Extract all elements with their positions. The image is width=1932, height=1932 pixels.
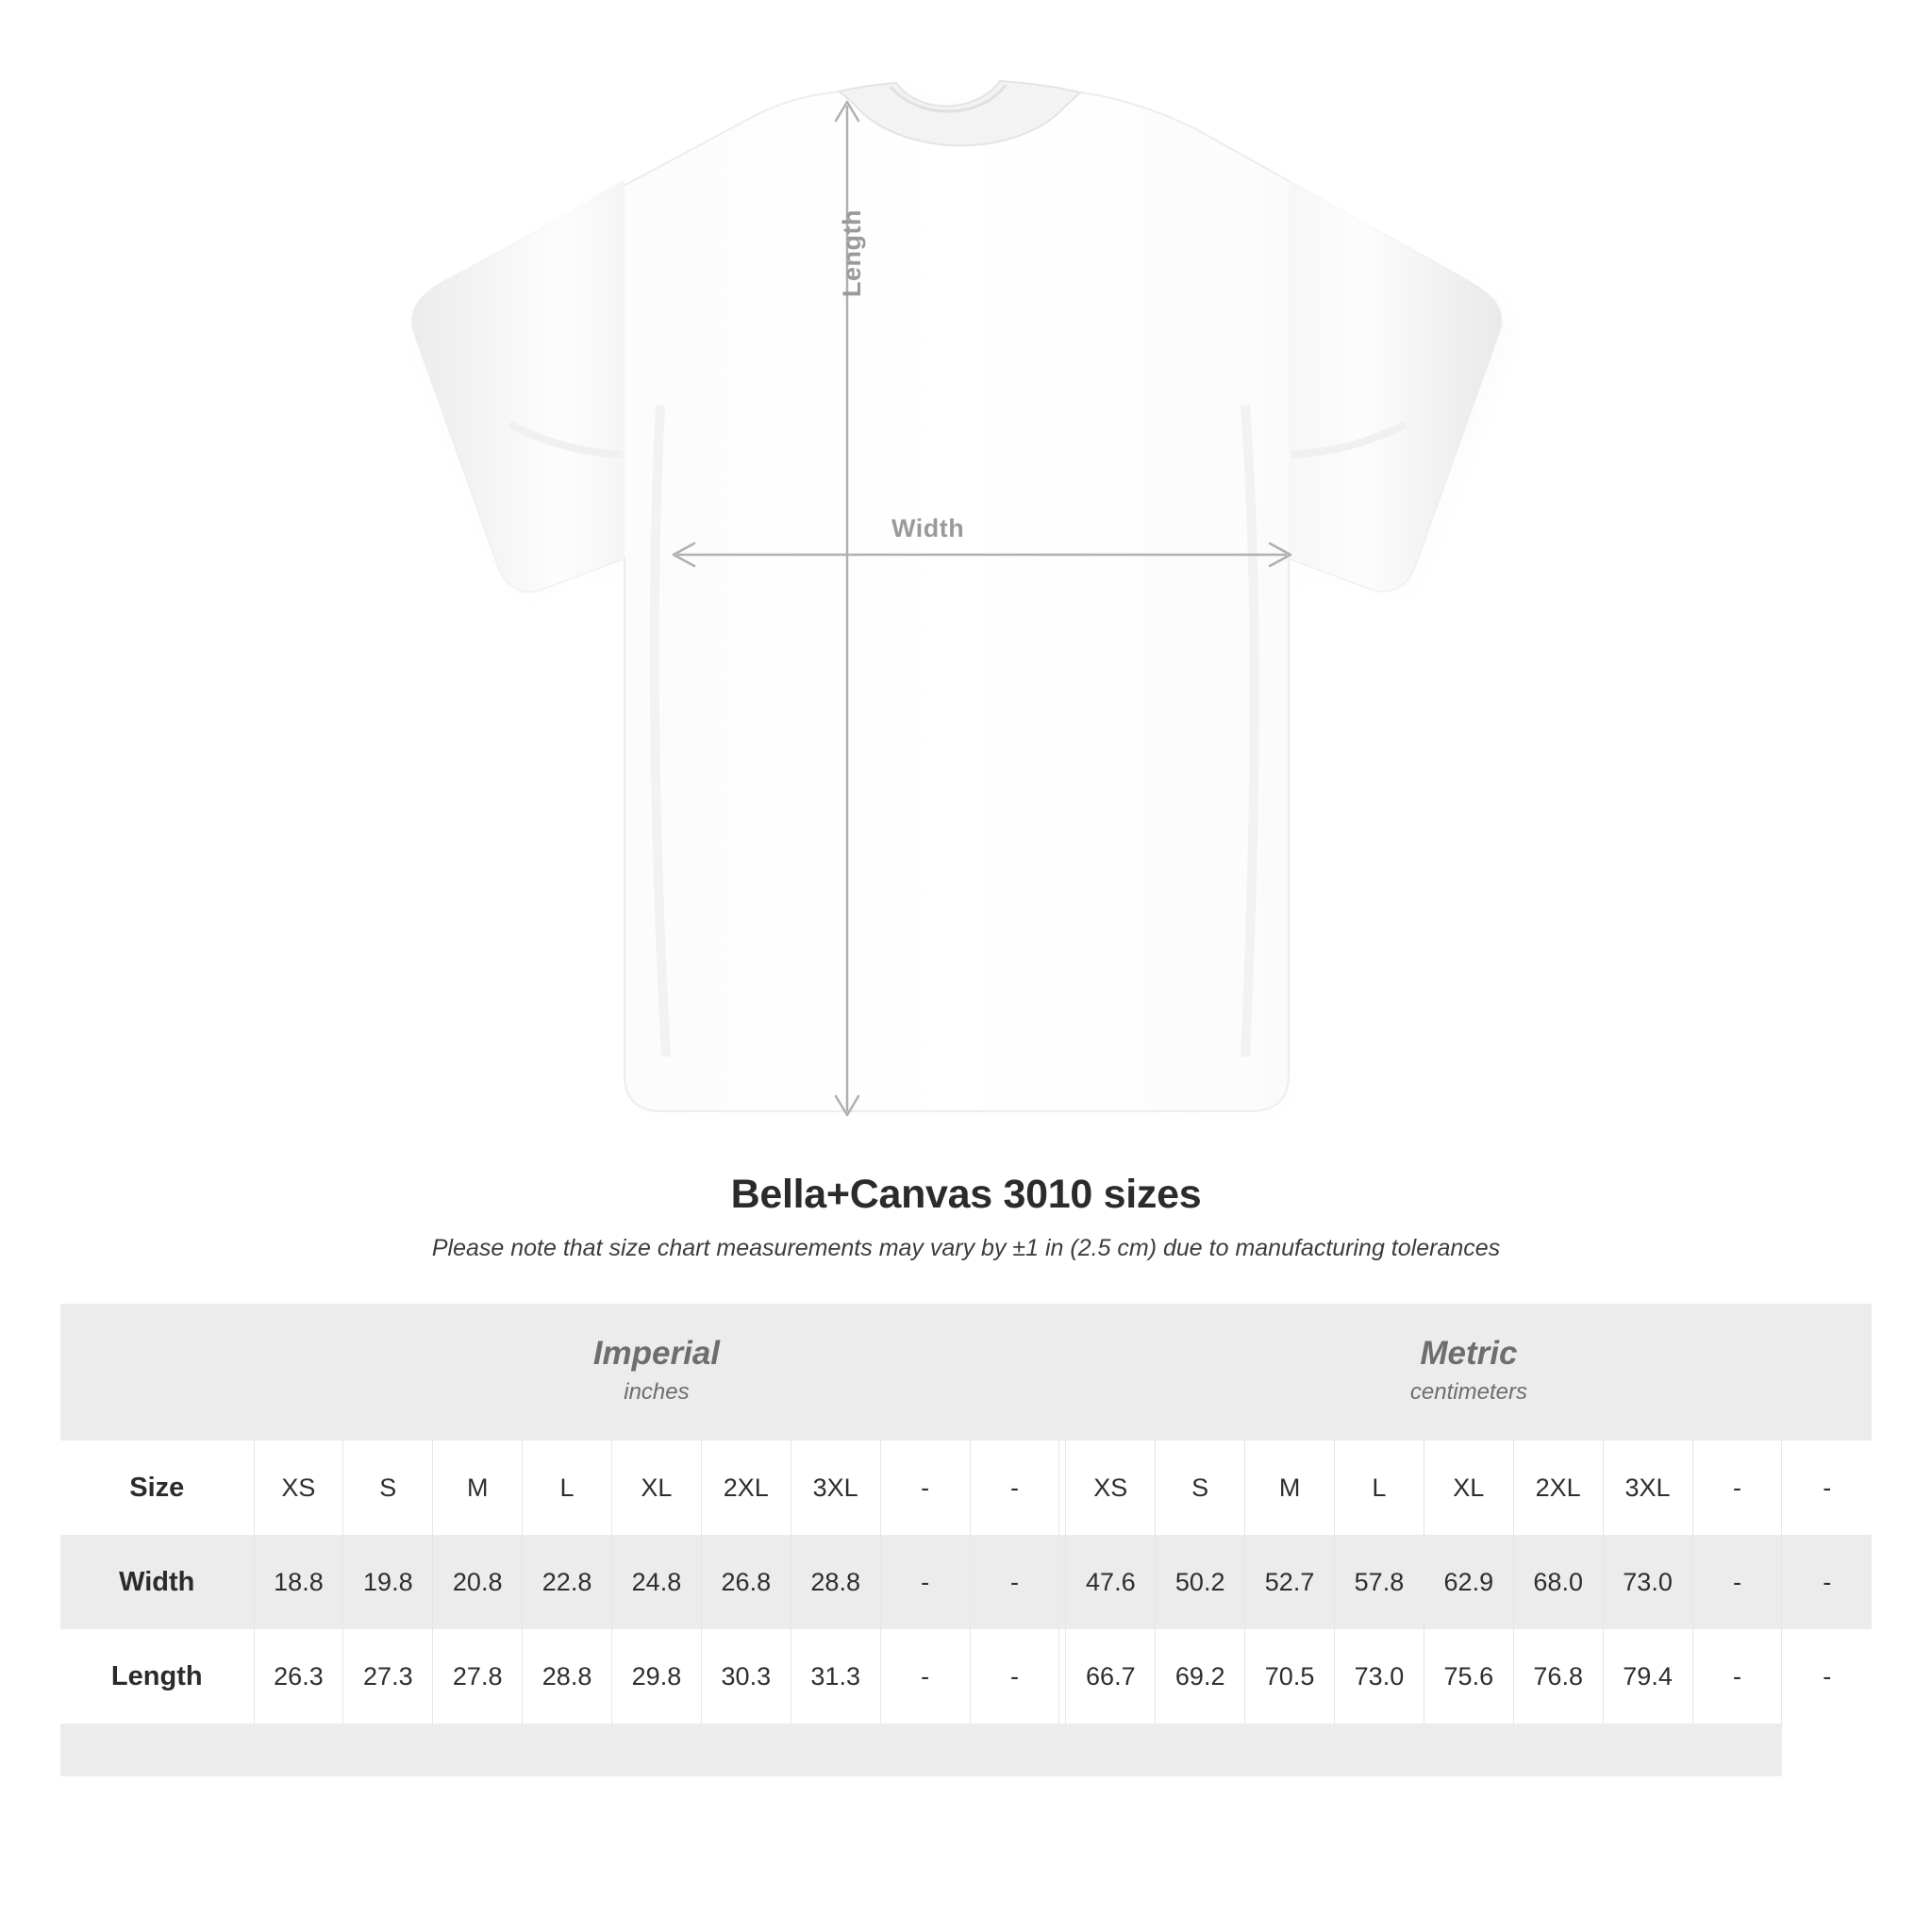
cell-imperial-size-8: - <box>970 1441 1059 1535</box>
cell-imperial-length-1: 27.3 <box>343 1629 433 1724</box>
cell-imperial-width-8: - <box>970 1535 1059 1629</box>
table-row-width <box>60 1535 1872 1629</box>
cell-imperial-length-3: 28.8 <box>523 1629 612 1724</box>
table-row-length <box>60 1629 1872 1724</box>
size-table <box>60 1304 1872 1776</box>
cell-metric-length-4: 75.6 <box>1424 1629 1513 1724</box>
cell-gap-size <box>1059 1441 1066 1535</box>
cell-metric-length-2: 70.5 <box>1245 1629 1335 1724</box>
imperial-header <box>254 1304 1059 1441</box>
cell-metric-width-7: - <box>1692 1535 1782 1629</box>
cell-metric-width-3: 57.8 <box>1335 1535 1424 1629</box>
cell-imperial-width-5: 26.8 <box>701 1535 791 1629</box>
length-dimension-label: Length <box>838 209 866 297</box>
cell-metric-length-6: 79.4 <box>1603 1629 1692 1724</box>
metric-unit-name: Metric <box>1420 1335 1518 1373</box>
cell-metric-length-3: 73.0 <box>1335 1629 1424 1724</box>
cell-imperial-width-6: 28.8 <box>791 1535 880 1629</box>
cell-metric-width-4: 62.9 <box>1424 1535 1513 1629</box>
size-table-container <box>60 1304 1872 1776</box>
row-label-size: Size <box>60 1441 254 1535</box>
cell-imperial-width-2: 20.8 <box>433 1535 523 1629</box>
cell-imperial-length-8: - <box>970 1629 1059 1724</box>
cell-metric-length-5: 76.8 <box>1513 1629 1603 1724</box>
metric-header <box>1066 1304 1872 1441</box>
cell-metric-length-0: 66.7 <box>1066 1629 1156 1724</box>
cell-imperial-width-1: 19.8 <box>343 1535 433 1629</box>
cell-metric-length-7: - <box>1692 1629 1782 1724</box>
table-footer-row <box>60 1724 1872 1776</box>
page-title: Bella+Canvas 3010 sizes <box>730 1172 1202 1217</box>
row-label-width: Width <box>60 1535 254 1629</box>
cell-metric-size-2: M <box>1245 1441 1335 1535</box>
cell-imperial-size-1: S <box>343 1441 433 1535</box>
cell-imperial-width-7: - <box>880 1535 970 1629</box>
units-header-gap <box>1059 1304 1066 1441</box>
cell-metric-size-7: - <box>1692 1441 1782 1535</box>
cell-imperial-size-3: L <box>523 1441 612 1535</box>
metric-unit-sub: centimeters <box>1409 1379 1527 1406</box>
imperial-unit-name: Imperial <box>592 1335 721 1373</box>
units-header-spacer <box>60 1304 254 1441</box>
cell-metric-size-1: S <box>1156 1441 1245 1535</box>
cell-imperial-size-5: 2XL <box>701 1441 791 1535</box>
cell-metric-width-5: 68.0 <box>1513 1535 1603 1629</box>
cell-imperial-length-0: 26.3 <box>254 1629 343 1724</box>
imperial-unit-sub: inches <box>624 1379 690 1406</box>
cell-imperial-length-4: 29.8 <box>612 1629 702 1724</box>
cell-metric-width-6: 73.0 <box>1603 1535 1692 1629</box>
title-block <box>0 1172 1932 1262</box>
row-label-length: Length <box>60 1629 254 1724</box>
cell-metric-width-1: 50.2 <box>1156 1535 1245 1629</box>
cell-metric-width-8: - <box>1782 1535 1872 1629</box>
cell-imperial-size-0: XS <box>254 1441 343 1535</box>
units-header-row <box>60 1304 1872 1441</box>
cell-imperial-width-0: 18.8 <box>254 1535 343 1629</box>
cell-metric-size-6: 3XL <box>1603 1441 1692 1535</box>
measurement-note: Please note that size chart measurements may vary by ±1 in (2.5 cm) due to manufacturing tolerances <box>431 1235 1501 1261</box>
table-row-size <box>60 1441 1872 1535</box>
width-dimension-label: Width <box>891 514 965 542</box>
cell-imperial-length-6: 31.3 <box>791 1629 880 1724</box>
cell-metric-size-4: XL <box>1424 1441 1513 1535</box>
cell-metric-length-8: - <box>1782 1629 1872 1724</box>
cell-imperial-width-3: 22.8 <box>523 1535 612 1629</box>
cell-imperial-size-6: 3XL <box>791 1441 880 1535</box>
cell-metric-size-0: XS <box>1066 1441 1156 1535</box>
cell-imperial-size-4: XL <box>612 1441 702 1535</box>
cell-metric-width-2: 52.7 <box>1245 1535 1335 1629</box>
cell-imperial-length-5: 30.3 <box>701 1629 791 1724</box>
cell-imperial-length-2: 27.8 <box>433 1629 523 1724</box>
cell-gap-length <box>1059 1629 1066 1724</box>
cell-metric-width-0: 47.6 <box>1066 1535 1156 1629</box>
cell-metric-size-5: 2XL <box>1513 1441 1603 1535</box>
cell-imperial-length-7: - <box>880 1629 970 1724</box>
cell-imperial-width-4: 24.8 <box>612 1535 702 1629</box>
cell-imperial-size-7: - <box>880 1441 970 1535</box>
table-footer-spacer <box>60 1724 1782 1776</box>
cell-metric-size-8: - <box>1782 1441 1872 1535</box>
cell-gap-width <box>1059 1535 1066 1629</box>
cell-metric-size-3: L <box>1335 1441 1424 1535</box>
cell-imperial-size-2: M <box>433 1441 523 1535</box>
cell-metric-length-1: 69.2 <box>1156 1629 1245 1724</box>
